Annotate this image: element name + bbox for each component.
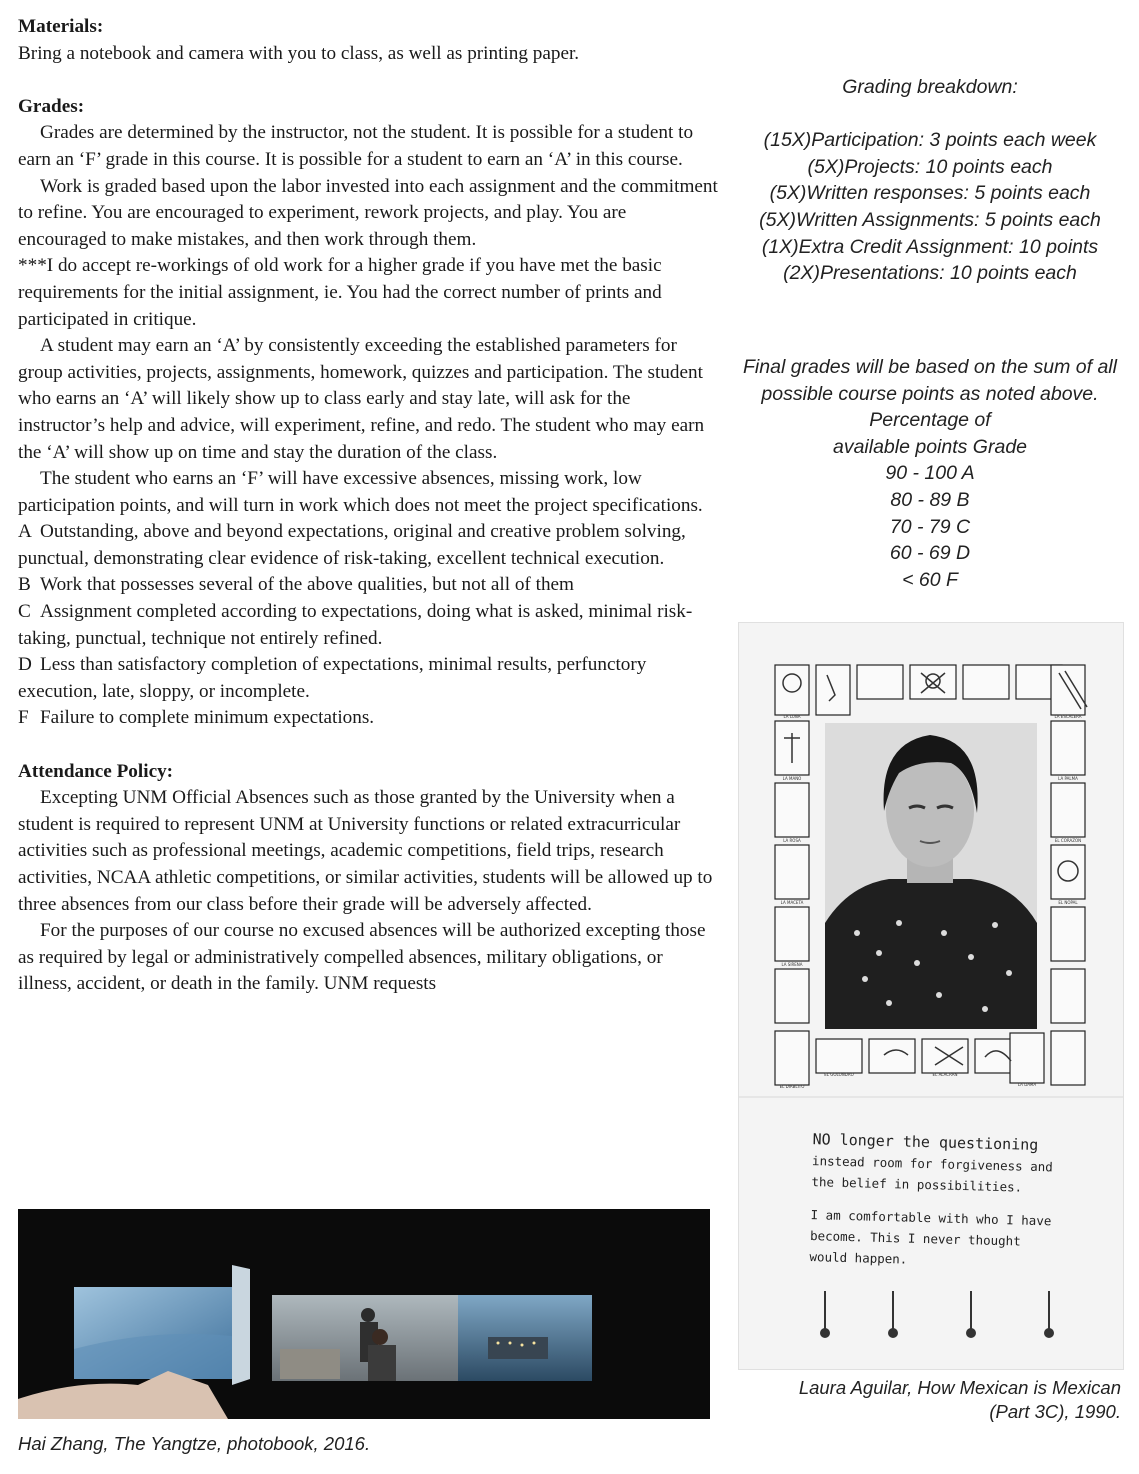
card-label: EL NOPAL bbox=[1058, 900, 1078, 905]
grade-letter: D bbox=[18, 654, 32, 676]
card-label: EL ALACRAN bbox=[932, 1072, 958, 1077]
grades-paragraph-3: ***I do accept re-workings of old work for a higher grade if you have met the basic requirements for the initial assignment, ie. You had the correct number of prints and participated in critique. bbox=[18, 255, 662, 330]
handwritten-note bbox=[809, 1129, 1113, 1275]
final-line: possible course points as noted above. bbox=[761, 382, 1099, 405]
card-label: EL CORAZON bbox=[1054, 838, 1082, 843]
grade-description: Work that possesses several of the above qualities, but not all of them bbox=[40, 574, 574, 596]
breakdown-item: (5X)Projects: 10 points each bbox=[807, 155, 1053, 178]
card-label: LA ROSA bbox=[783, 838, 801, 843]
final-line: < 60 F bbox=[902, 568, 958, 591]
handwritten-line: would happen. bbox=[809, 1249, 908, 1267]
laura-aguilar-artwork bbox=[738, 622, 1124, 1370]
photobook-illustration bbox=[18, 1209, 710, 1419]
grade-letter: C bbox=[18, 601, 31, 623]
grade-letter: A bbox=[18, 521, 32, 543]
grades-paragraph-1: Grades are determined by the instructor, not the student. It is possible for a student to earn an ‘F’ grade in this course. It is possible for a student to earn an ‘A’ in this course. bbox=[18, 122, 694, 170]
hai-zhang-caption: Hai Zhang, The Yangtze, photobook, 2016. bbox=[18, 1433, 371, 1454]
breakdown-item: (1X)Extra Credit Assignment: 10 points bbox=[761, 235, 1099, 258]
breakdown-item: (2X)Presentations: 10 points each bbox=[783, 262, 1077, 285]
materials-text: Bring a notebook and camera with you to class, as well as printing paper. bbox=[18, 42, 580, 64]
caption-line: (Part 3C), 1990. bbox=[989, 1401, 1121, 1422]
final-line: Final grades will be based on the sum of all bbox=[743, 356, 1117, 378]
grades-paragraph-4: A student may earn an ‘A’ by consistently exceeding the established parameters for group activities, projects, assignments, homework, quizzes and participation. The student who earns an ‘A’ will likely show up to class early and stay late, will ask for the instructor’s help and advice, will experiment, refine, and redo. The student who may earn the ‘A’ will show up on time and stay the duration of the class. bbox=[18, 335, 705, 463]
attendance-paragraph-2: For the purposes of our course no excused absences will be authorized excepting those as required by legal or administratively compelled absences, military obligations, or illness, accident, or death in the family. UNM requests bbox=[18, 920, 706, 995]
final-line: available points Grade bbox=[832, 435, 1028, 458]
grade-scale-d bbox=[18, 652, 718, 705]
breakdown-item: (5X)Written responses: 5 points each bbox=[769, 182, 1091, 205]
hai-zhang-photobook bbox=[18, 1209, 710, 1419]
card-label: LA MACETA bbox=[780, 900, 804, 905]
laura-aguilar-caption bbox=[799, 1376, 1121, 1424]
breakdown-item: (5X)Written Assignments: 5 points each bbox=[759, 208, 1101, 231]
attendance-heading: Attendance Policy: bbox=[18, 760, 174, 782]
final-line: 60 - 69 D bbox=[889, 542, 971, 565]
grading-breakdown bbox=[735, 74, 1125, 287]
breakdown-item: (15X)Participation: 3 points each week bbox=[763, 129, 1097, 152]
grades-paragraph-5: The student who earns an ‘F’ will have excessive absences, missing work, low participation points, and will turn in work which does not meet the project specifications. bbox=[18, 468, 703, 516]
caption-line: Laura Aguilar, How Mexican is Mexican bbox=[798, 1377, 1121, 1398]
card-label: LA DAMA bbox=[1017, 1082, 1037, 1087]
grade-scale-a bbox=[18, 519, 718, 572]
handwritten-line: the belief in possibilities. bbox=[811, 1174, 1023, 1195]
handwritten-line: become. This I never thought bbox=[809, 1228, 1021, 1249]
card-label: LA LUNA bbox=[783, 714, 801, 719]
card-label: LA PALMA bbox=[1058, 776, 1078, 781]
card-label: LA MANO bbox=[782, 776, 802, 781]
grade-description: Failure to complete minimum expectations. bbox=[40, 707, 375, 729]
final-grades-scale bbox=[735, 354, 1125, 593]
card-label: EL DIABLITO bbox=[779, 1084, 805, 1089]
grade-scale-f bbox=[18, 705, 718, 732]
final-line: Percentage of bbox=[869, 409, 991, 432]
grade-description: Less than satisfactory completion of expectations, minimal results, perfunctory execution, late, sloppy, or incomplete. bbox=[18, 654, 647, 702]
grades-heading: Grades: bbox=[18, 95, 85, 117]
grades-paragraph-2: Work is graded based upon the labor invested into each assignment and the commitment to refine. You are encouraged to experiment, rework projects, and play. You are encouraged to make mistakes, and then work through them. bbox=[18, 175, 718, 250]
final-line: 70 - 79 C bbox=[889, 515, 971, 538]
breakdown-title: Grading breakdown: bbox=[842, 76, 1018, 98]
grade-description: Assignment completed according to expectations, doing what is asked, minimal risk-taking, punctual, technique not entirely refined. bbox=[18, 601, 693, 649]
grade-description: Outstanding, above and beyond expectations, original and creative problem solving, punctual, demonstrating clear evidence of risk-taking, excellent technical execution. bbox=[18, 521, 686, 569]
grade-scale-b bbox=[18, 572, 718, 599]
portrait-photo bbox=[825, 723, 1037, 1029]
grade-letter: F bbox=[18, 707, 29, 729]
syllabus-text-column bbox=[18, 14, 718, 998]
final-line: 80 - 89 B bbox=[890, 488, 970, 511]
final-line: 90 - 100 A bbox=[885, 462, 975, 485]
grade-letter: B bbox=[18, 574, 31, 596]
card-label: EL GOLONDRO bbox=[824, 1072, 854, 1077]
grade-scale-c bbox=[18, 599, 718, 652]
materials-heading: Materials: bbox=[18, 16, 104, 37]
attendance-paragraph-1: Excepting UNM Official Absences such as those granted by the University when a student is required to represent UNM at University functions or related extracurricular activities such as professional meetings, academic competitions, field trips, research activities, NCAA athletic competitions, or similar activities, students will be allowed up to three absences from our class before their grade will be adversely affected. bbox=[18, 787, 713, 915]
handwritten-line: instead room for forgiveness and bbox=[811, 1153, 1053, 1175]
handwritten-line: I am comfortable with who I have bbox=[810, 1207, 1052, 1229]
card-label: LA ESCALERA bbox=[1054, 714, 1082, 719]
handwritten-line: NO longer the questioning bbox=[812, 1130, 1039, 1155]
card-label: LA SIRENA bbox=[781, 962, 803, 967]
